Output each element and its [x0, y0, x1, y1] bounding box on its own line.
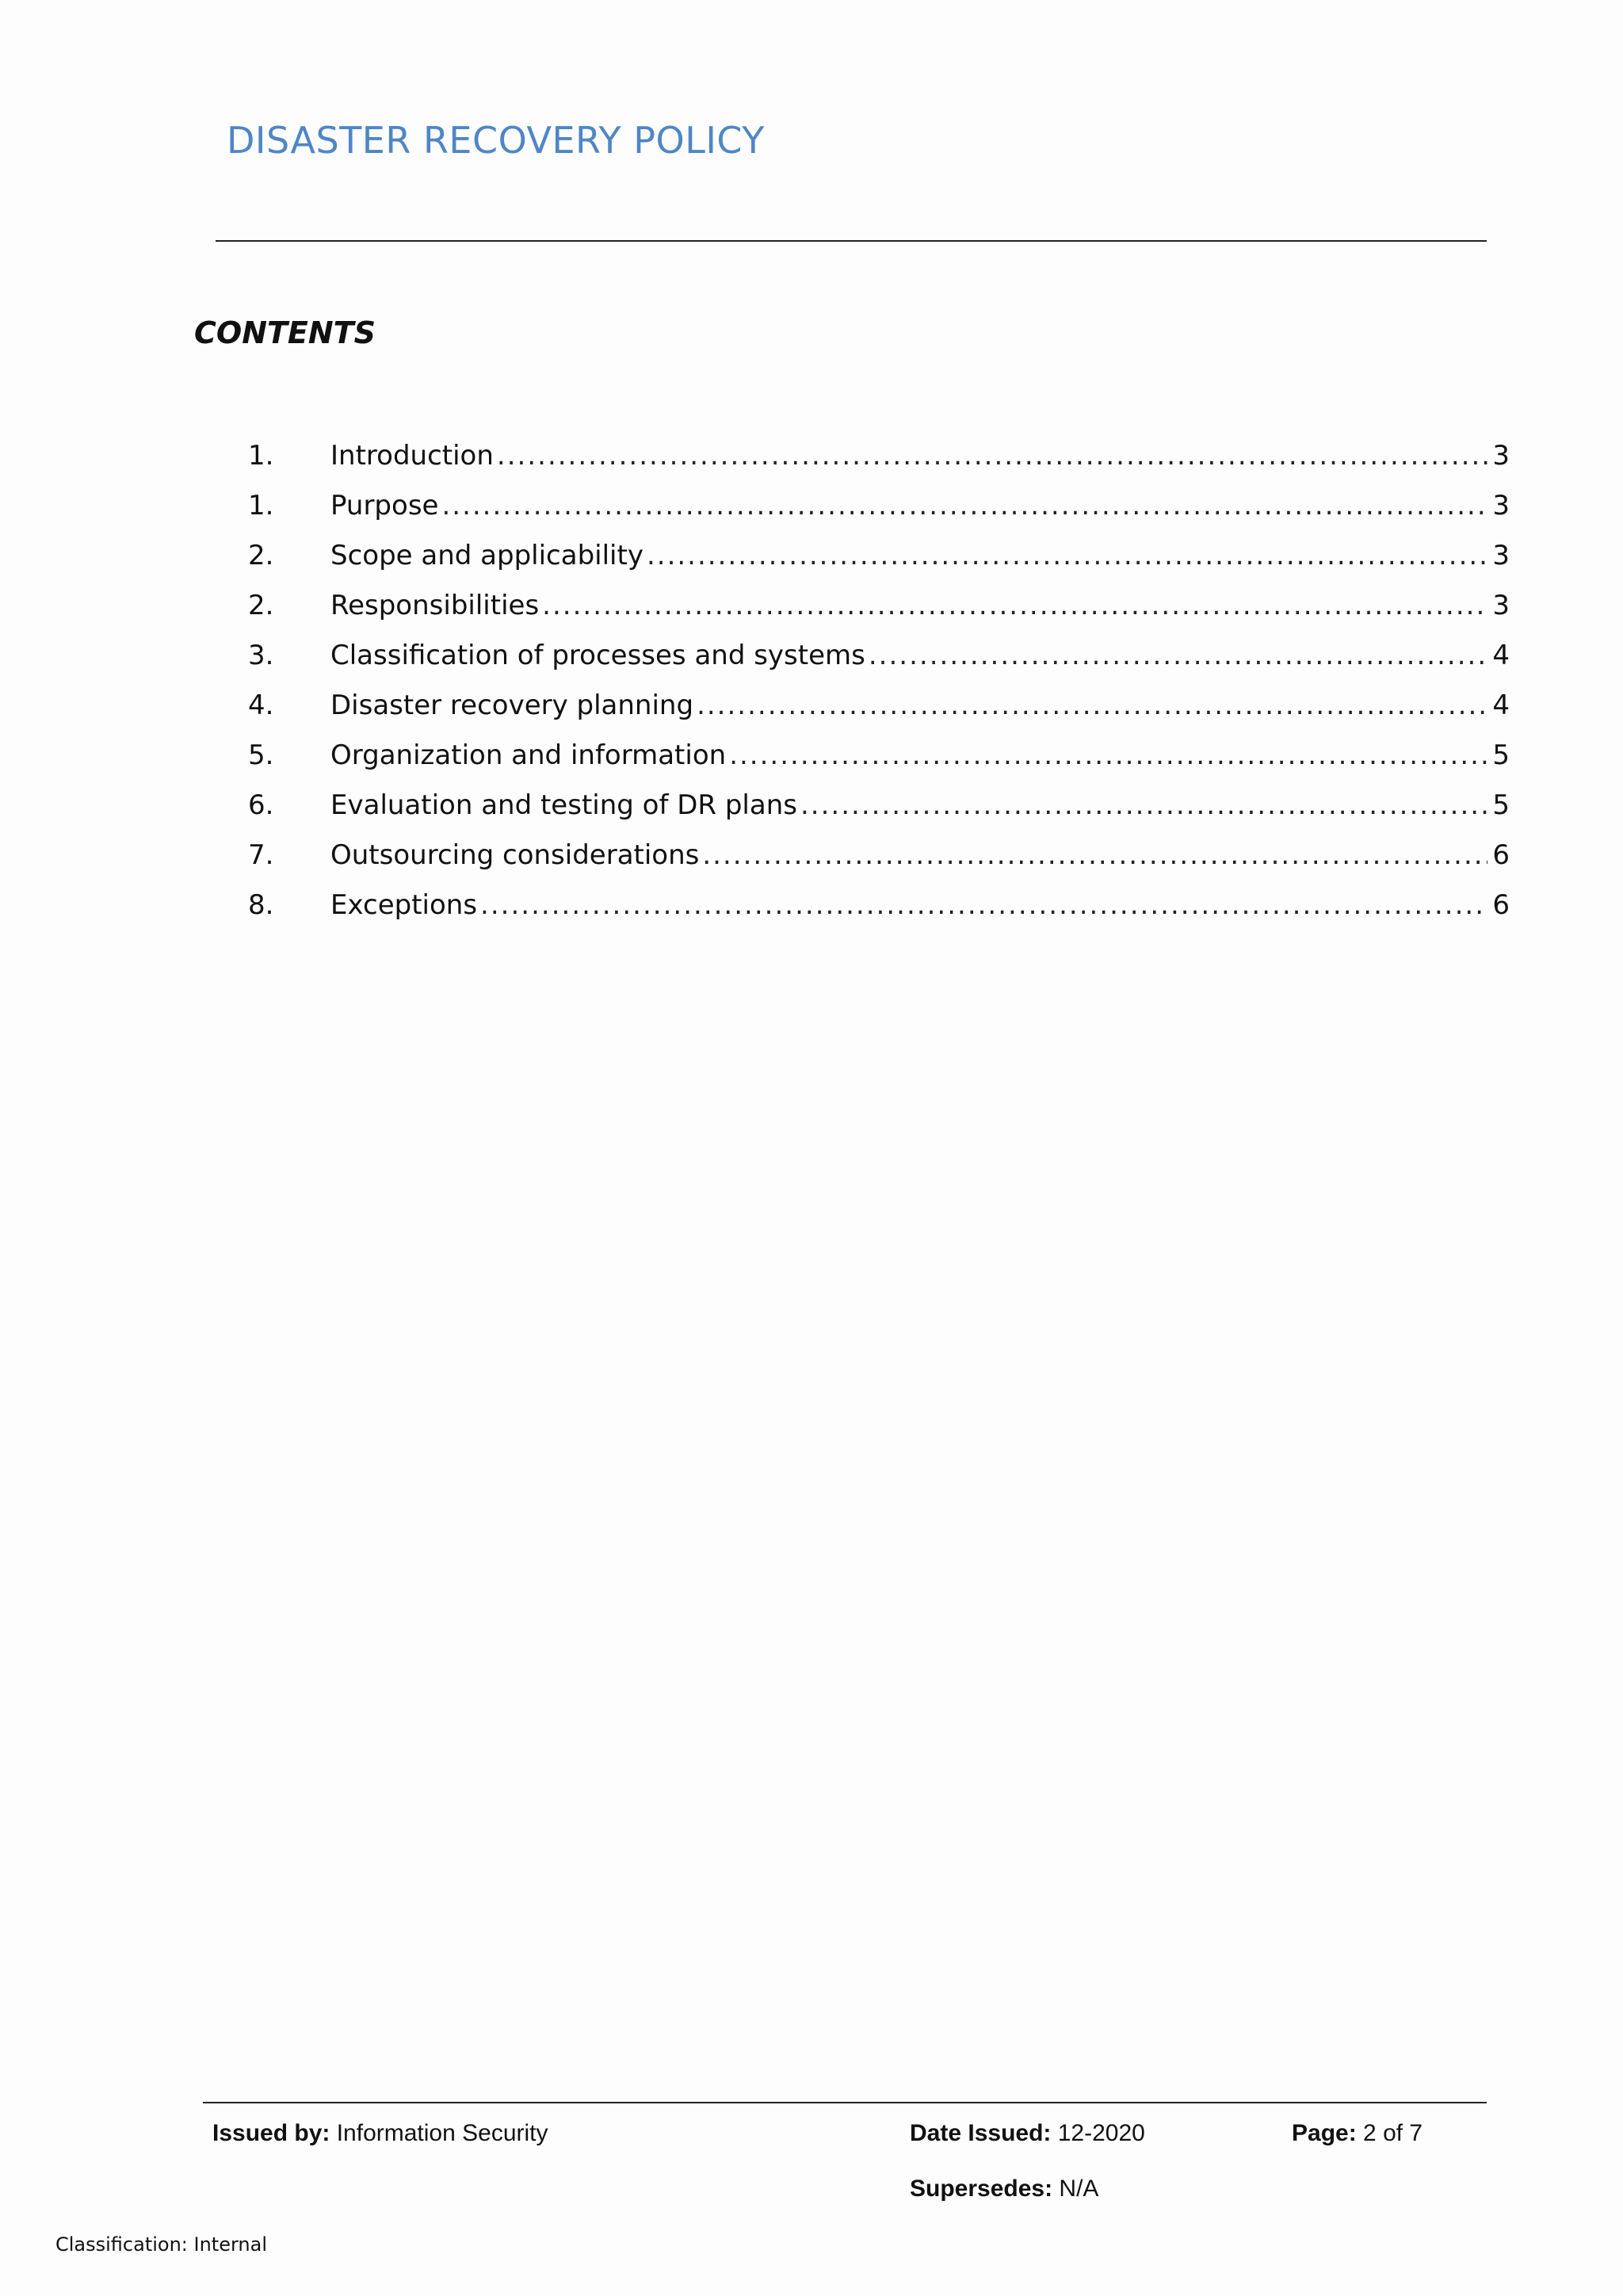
toc-entry-label: Responsibilities — [330, 590, 540, 621]
toc-entry-label: Organization and information — [330, 739, 727, 771]
toc-entry-number: 1. — [248, 490, 274, 521]
toc-entry-label: Exceptions — [330, 889, 478, 921]
toc-entry-page: 3 — [1492, 590, 1510, 621]
footer-page — [1292, 2120, 1423, 2147]
header-divider — [216, 240, 1487, 242]
toc-dot-leader — [800, 789, 1487, 821]
page-label: Page: — [1292, 2120, 1357, 2146]
toc-entry-number: 8. — [248, 889, 274, 921]
footer-date-issued — [910, 2120, 1145, 2147]
toc-entry-number: 2. — [248, 540, 274, 571]
issued-by-label: Issued by: — [212, 2120, 330, 2146]
date-issued-label: Date Issued: — [910, 2120, 1052, 2146]
toc-entry-number: 2. — [248, 590, 274, 621]
toc-entry-page: 5 — [1492, 739, 1510, 771]
footer-divider — [203, 2102, 1487, 2103]
toc-entry-page: 3 — [1492, 440, 1510, 472]
toc-dot-leader — [647, 540, 1487, 571]
toc-entry-label: Disaster recovery planning — [330, 690, 694, 721]
toc-dot-leader — [869, 640, 1487, 671]
toc-entry-evaluation[interactable] — [248, 789, 1510, 839]
supersedes-label: Supersedes: — [910, 2176, 1053, 2202]
toc-entry-scope[interactable] — [248, 540, 1510, 590]
toc-entry-number: 3. — [248, 640, 274, 671]
toc-entry-label: Scope and applicability — [330, 540, 643, 571]
toc-entry-page: 3 — [1492, 490, 1510, 521]
toc-entry-page: 4 — [1492, 640, 1510, 671]
toc-entry-label: Outsourcing considerations — [330, 839, 700, 871]
toc-entry-introduction[interactable] — [248, 440, 1510, 490]
contents-heading: CONTENTS — [194, 315, 376, 350]
toc-entry-label: Evaluation and testing of DR plans — [330, 789, 797, 821]
document-title: DISASTER RECOVERY POLICY — [227, 119, 765, 162]
toc-entry-page: 6 — [1492, 839, 1510, 871]
toc-dot-leader — [542, 590, 1487, 621]
toc-dot-leader — [497, 440, 1487, 472]
toc-dot-leader — [697, 690, 1487, 721]
toc-entry-number: 4. — [248, 690, 274, 721]
page-value: 2 of 7 — [1363, 2120, 1423, 2146]
toc-entry-classification[interactable] — [248, 640, 1510, 690]
issued-by-value: Information Security — [336, 2120, 548, 2146]
toc-entry-number: 6. — [248, 789, 274, 821]
toc-entry-number: 7. — [248, 839, 274, 871]
supersedes-value: N/A — [1059, 2176, 1099, 2202]
toc-entry-label: Classification of processes and systems — [330, 640, 865, 671]
toc-entry-page: 3 — [1492, 540, 1510, 571]
toc-entry-dr-planning[interactable] — [248, 690, 1510, 739]
toc-dot-leader — [441, 490, 1487, 521]
toc-entry-number: 1. — [248, 440, 274, 472]
toc-entry-page: 4 — [1492, 690, 1510, 721]
toc-entry-exceptions[interactable] — [248, 889, 1510, 939]
footer-issued-by — [212, 2120, 548, 2147]
toc-entry-organization[interactable] — [248, 739, 1510, 789]
toc-entry-responsibilities[interactable] — [248, 590, 1510, 640]
toc-dot-leader — [480, 889, 1487, 921]
footer-supersedes — [910, 2176, 1098, 2202]
toc-dot-leader — [702, 839, 1487, 871]
toc-entry-label: Purpose — [330, 490, 439, 521]
toc-entry-number: 5. — [248, 739, 274, 771]
table-of-contents — [248, 440, 1510, 939]
toc-dot-leader — [729, 739, 1487, 771]
toc-entry-page: 6 — [1492, 889, 1510, 921]
classification-label: Classification: Internal — [55, 2233, 268, 2256]
toc-entry-purpose[interactable] — [248, 490, 1510, 540]
toc-entry-page: 5 — [1492, 789, 1510, 821]
toc-entry-outsourcing[interactable] — [248, 839, 1510, 889]
toc-entry-label: Introduction — [330, 440, 494, 472]
date-issued-value: 12-2020 — [1057, 2120, 1145, 2146]
